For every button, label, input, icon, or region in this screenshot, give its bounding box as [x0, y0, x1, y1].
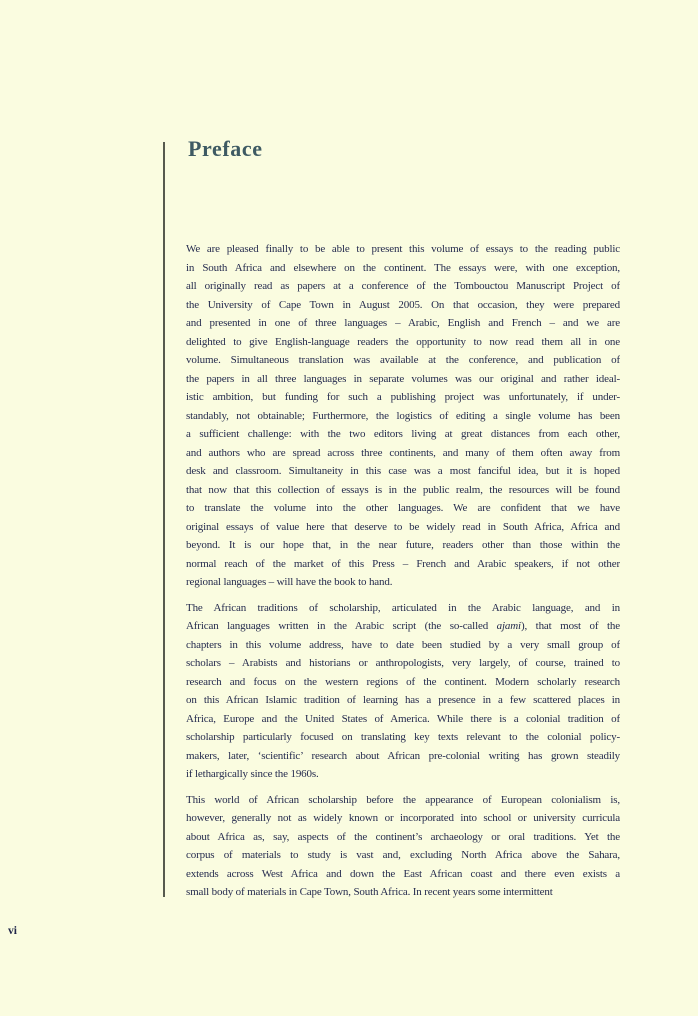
- text-line: delighted to give English-language readers the opportunity to now read them all in one: [186, 335, 620, 348]
- paragraph: [186, 240, 620, 592]
- text-line: and presented in one of three languages – Arabic, English and French – and we are: [186, 317, 620, 329]
- text-line: normal reach of the market of this Press – French and Arabic speakers, if not other: [186, 557, 620, 570]
- text-line: standably, not obtainable; Furthermore, the logistics of editing a single volume has been: [186, 409, 620, 422]
- text-line: small body of materials in Cape Town, South Africa. In recent years some intermittent: [186, 886, 553, 898]
- text-line: African languages written in the Arabic script (the so-called ajami), that most of the: [186, 620, 620, 632]
- text-line: regional languages – will have the book to hand.: [186, 576, 393, 588]
- text-line: the papers in all three languages in separate volumes was our original and rather ideal-: [186, 372, 620, 385]
- text-line: The African traditions of scholarship, articulated in the Arabic language, and in: [186, 601, 620, 614]
- text-line: corpus of materials to study is vast and, excluding North Africa above the Sahara,: [186, 849, 620, 861]
- text-line: if lethargically since the 1960s.: [186, 768, 319, 780]
- text-line: about Africa as, say, aspects of the continent’s archaeology or oral traditions. Yet the: [186, 830, 620, 843]
- text-line: extends across West Africa and down the East African coast and there even exists a: [186, 867, 620, 880]
- text-line: scholars – Arabists and historians or anthropologists, very largely, of course, trained to: [186, 657, 620, 669]
- text-line: however, generally not as widely known or incorporated into school or university curricula: [186, 812, 620, 824]
- text-line: to translate the volume into the other languages. We are confident that we have: [186, 502, 620, 514]
- text-line: all originally read as papers at a conference of the Tombouctou Manuscript Project of: [186, 280, 620, 292]
- text-line: This world of African scholarship before the appearance of European colonialism is,: [186, 793, 620, 806]
- paragraph: [186, 791, 620, 902]
- margin-rule-line: [163, 142, 165, 897]
- text-line: research and focus on the western regions of the continent. Modern scholarly research: [186, 675, 620, 688]
- text-line: istic ambition, but funding for such a publishing project was unfortunately, if under-: [186, 391, 620, 403]
- text-line: We are pleased finally to be able to present this volume of essays to the reading public: [186, 243, 620, 255]
- text-line: and authors who are spread across three continents, and many of them often away from: [186, 446, 620, 459]
- text-line: the University of Cape Town in August 2005. On that occasion, they were prepared: [186, 298, 620, 311]
- text-line: desk and classroom. Simultaneity in this case was a most fanciful idea, but it is hoped: [186, 465, 620, 477]
- text-line: in South Africa and elsewhere on the continent. The essays were, with one exception,: [186, 261, 620, 274]
- text-line: a sufficient challenge: with the two editors living at great distances from each other,: [186, 428, 620, 440]
- text-line: on this African Islamic tradition of learning has a presence in a few scattered places in: [186, 694, 620, 706]
- paragraph: [186, 599, 620, 784]
- text-line: beyond. It is our hope that, in the near future, readers other than those within the: [186, 539, 620, 551]
- text-line: Africa, Europe and the United States of America. While there is a colonial tradition of: [186, 712, 620, 725]
- text-line: original essays of value here that deserve to be widely read in South Africa, Africa and: [186, 520, 620, 533]
- preface-text: [186, 240, 620, 909]
- text-line: that now that this collection of essays is in the public realm, the resources will be found: [186, 483, 620, 496]
- text-line: scholarship particularly focused on translating key texts relevant to the colonial policy-: [186, 731, 620, 743]
- page-title: Preface: [188, 136, 263, 161]
- page-number: vi: [8, 925, 17, 937]
- text-line: volume. Simultaneous translation was available at the conference, and publication of: [186, 354, 620, 366]
- text-line: chapters in this volume address, have to date been studied by a very small group of: [186, 638, 620, 651]
- text-line: makers, later, ‘scientific’ research about African pre-colonial writing has grown steadily: [186, 749, 620, 762]
